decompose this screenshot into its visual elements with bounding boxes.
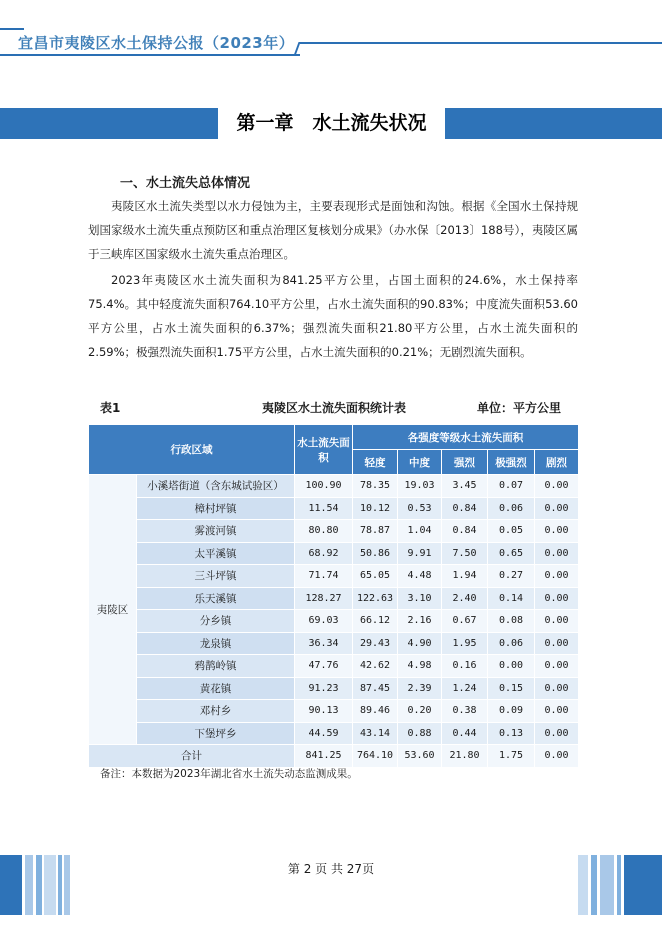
value-cell: 42.62: [353, 655, 398, 678]
value-cell: 4.98: [398, 655, 442, 678]
value-cell: 0.07: [488, 475, 535, 498]
value-cell: 90.13: [295, 700, 353, 723]
table-row: [89, 565, 579, 588]
table-row: [89, 700, 579, 723]
town-name-cell: 太平溪镇: [137, 542, 295, 565]
col-header-region: 行政区域: [89, 425, 295, 475]
col-header-level: 剧烈: [535, 450, 579, 475]
table-row: [89, 722, 579, 745]
table-row: [89, 475, 579, 498]
total-label-cell: 合计: [89, 745, 295, 768]
value-cell: 2.40: [442, 587, 488, 610]
value-cell: 0.00: [488, 655, 535, 678]
table-caption: [88, 399, 578, 417]
chapter-bar-left: [0, 108, 218, 139]
town-name-cell: 三斗坪镇: [137, 565, 295, 588]
town-name-cell: 分乡镇: [137, 610, 295, 633]
value-cell: 128.27: [295, 587, 353, 610]
value-cell: 0.67: [442, 610, 488, 633]
value-cell: 29.43: [353, 632, 398, 655]
value-cell: 78.35: [353, 475, 398, 498]
value-cell: 122.63: [353, 587, 398, 610]
total-value-cell: 21.80: [442, 745, 488, 768]
value-cell: 0.00: [535, 700, 579, 723]
table-row: [89, 610, 579, 633]
table-row: [89, 677, 579, 700]
value-cell: 89.46: [353, 700, 398, 723]
value-cell: 0.09: [488, 700, 535, 723]
value-cell: 4.90: [398, 632, 442, 655]
value-cell: 65.05: [353, 565, 398, 588]
col-header-level: 轻度: [353, 450, 398, 475]
value-cell: 87.45: [353, 677, 398, 700]
page-number: 第 2 页 共 27页: [287, 862, 375, 876]
value-cell: 11.54: [295, 497, 353, 520]
value-cell: 78.87: [353, 520, 398, 543]
value-cell: 0.00: [535, 565, 579, 588]
table-unit: 单位：平方公里: [477, 401, 562, 415]
paragraph-2: 2023年夷陵区水土流失面积为841.25平方公里，占国土面积的24.6%，水土保持率75.4%。其中轻度流失面积764.10平方公里，占水土流失面积的90.83%；中度流失面积53.60平方公里，占水土流失面积的6.37%；强烈流失面积21.80平方公里，占水土流失面积的2.59%；极强烈流失面积1.75平方公里，占水土流失面积的0.21%；无剧烈流失面积。: [88, 273, 578, 359]
value-cell: 0.00: [535, 610, 579, 633]
value-cell: 68.92: [295, 542, 353, 565]
value-cell: 0.53: [398, 497, 442, 520]
total-value-cell: 841.25: [295, 745, 353, 768]
value-cell: 9.91: [398, 542, 442, 565]
value-cell: 47.76: [295, 655, 353, 678]
value-cell: 80.80: [295, 520, 353, 543]
town-name-cell: 小溪塔街道（含东城试验区）: [137, 475, 295, 498]
value-cell: 19.03: [398, 475, 442, 498]
value-cell: 1.95: [442, 632, 488, 655]
col-header-total: 水土流失面积: [295, 425, 353, 475]
town-name-cell: 黄花镇: [137, 677, 295, 700]
value-cell: 0.13: [488, 722, 535, 745]
value-cell: 0.00: [535, 632, 579, 655]
section-title: 一、水土流失总体情况: [120, 176, 251, 191]
value-cell: 1.24: [442, 677, 488, 700]
paragraph-1: 夷陵区水土流失类型以水力侵蚀为主，主要表现形式是面蚀和沟蚀。根据《全国水土保持规划国家级水土流失重点预防区和重点治理区复核划分成果》（办水保〔2013〕188号），夷陵区属于三峡库区国家级水土流失重点治理区。: [88, 199, 578, 261]
header-rule-bottom: [0, 54, 300, 56]
table-row: [89, 655, 579, 678]
value-cell: 0.14: [488, 587, 535, 610]
table-row: [89, 587, 579, 610]
value-cell: 71.74: [295, 565, 353, 588]
value-cell: 0.44: [442, 722, 488, 745]
town-name-cell: 乐天溪镇: [137, 587, 295, 610]
total-value-cell: 0.00: [535, 745, 579, 768]
chapter-title: 第一章 水土流失状况: [236, 112, 427, 134]
value-cell: 0.00: [535, 677, 579, 700]
header-rule-top: [0, 28, 24, 30]
col-header-level: 极强烈: [488, 450, 535, 475]
value-cell: 66.12: [353, 610, 398, 633]
value-cell: 1.04: [398, 520, 442, 543]
town-name-cell: 邓村乡: [137, 700, 295, 723]
value-cell: 0.20: [398, 700, 442, 723]
value-cell: 3.45: [442, 475, 488, 498]
town-name-cell: 下堡坪乡: [137, 722, 295, 745]
value-cell: 43.14: [353, 722, 398, 745]
region-cell: 夷陵区: [89, 475, 137, 745]
value-cell: 36.34: [295, 632, 353, 655]
value-cell: 0.88: [398, 722, 442, 745]
town-name-cell: 鸦鹊岭镇: [137, 655, 295, 678]
value-cell: 0.15: [488, 677, 535, 700]
chapter-bar-right: [445, 108, 662, 139]
town-name-cell: 樟村坪镇: [137, 497, 295, 520]
erosion-table: [88, 424, 579, 768]
town-name-cell: 雾渡河镇: [137, 520, 295, 543]
value-cell: 0.16: [442, 655, 488, 678]
value-cell: 1.94: [442, 565, 488, 588]
value-cell: 0.00: [535, 497, 579, 520]
total-value-cell: 53.60: [398, 745, 442, 768]
value-cell: 100.90: [295, 475, 353, 498]
value-cell: 50.86: [353, 542, 398, 565]
value-cell: 2.16: [398, 610, 442, 633]
value-cell: 0.06: [488, 632, 535, 655]
value-cell: 0.00: [535, 542, 579, 565]
value-cell: 2.39: [398, 677, 442, 700]
value-cell: 0.84: [442, 520, 488, 543]
total-value-cell: 1.75: [488, 745, 535, 768]
col-header-level: 中度: [398, 450, 442, 475]
value-cell: 0.38: [442, 700, 488, 723]
value-cell: 0.06: [488, 497, 535, 520]
footer-stripes-right: [578, 855, 662, 915]
table-label: 表1: [100, 401, 121, 415]
town-name-cell: 龙泉镇: [137, 632, 295, 655]
report-title: 宜昌市夷陵区水土保持公报（2023年）: [18, 34, 295, 52]
table-note: 备注：本数据为2023年湖北省水土流失动态监测成果。: [100, 768, 358, 780]
total-row: [89, 745, 579, 768]
table-row: [89, 497, 579, 520]
value-cell: 4.48: [398, 565, 442, 588]
value-cell: 0.65: [488, 542, 535, 565]
total-value-cell: 764.10: [353, 745, 398, 768]
value-cell: 0.00: [535, 475, 579, 498]
col-header-group: 各强度等级水土流失面积: [353, 425, 579, 450]
value-cell: 0.00: [535, 722, 579, 745]
table-title: 夷陵区水土流失面积统计表: [262, 401, 407, 415]
value-cell: 44.59: [295, 722, 353, 745]
table-row: [89, 542, 579, 565]
value-cell: 0.00: [535, 655, 579, 678]
table-row: [89, 520, 579, 543]
value-cell: 91.23: [295, 677, 353, 700]
value-cell: 0.00: [535, 587, 579, 610]
value-cell: 0.27: [488, 565, 535, 588]
value-cell: 0.84: [442, 497, 488, 520]
value-cell: 10.12: [353, 497, 398, 520]
col-header-level: 强烈: [442, 450, 488, 475]
value-cell: 0.08: [488, 610, 535, 633]
value-cell: 7.50: [442, 542, 488, 565]
value-cell: 0.05: [488, 520, 535, 543]
table-row: [89, 632, 579, 655]
value-cell: 0.00: [535, 520, 579, 543]
value-cell: 3.10: [398, 587, 442, 610]
header-rule-right: [300, 42, 662, 44]
value-cell: 69.03: [295, 610, 353, 633]
